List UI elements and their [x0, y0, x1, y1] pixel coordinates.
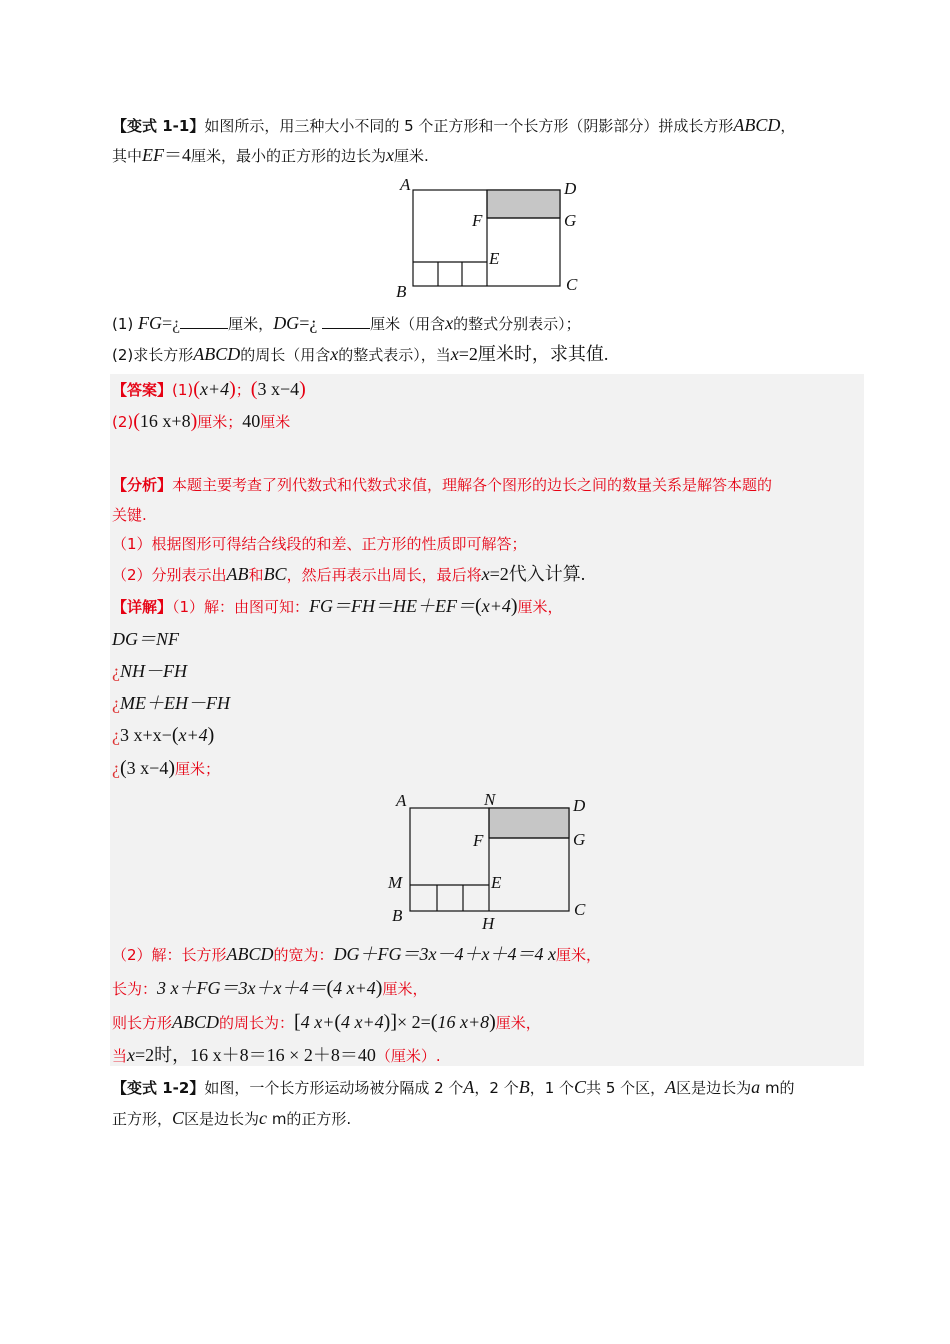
q1-tag: 【变式 1-1】	[112, 117, 205, 135]
figure-2	[380, 788, 600, 936]
label2-h: H	[482, 914, 495, 933]
analysis-line4: （2）分别表示出AB和BC，然后再表示出周长，最后将x=2代入计算.	[112, 564, 586, 584]
detail-step5: ¿(3 x−4)厘米；	[112, 757, 221, 779]
label2-a: A	[396, 791, 407, 810]
blank-fg[interactable]	[180, 314, 228, 329]
subq2: (2)求长方形ABCD的周长（用含x的整式表示），当x=2厘米时，求其值.	[112, 344, 609, 364]
label2-d: D	[573, 796, 586, 815]
analysis-line2: 关键.	[112, 506, 147, 524]
q2-line2: 正方形，C区是边长为c m的正方形.	[112, 1108, 352, 1128]
label2-b: B	[392, 906, 403, 925]
detail-step1: DG＝NF	[112, 629, 179, 649]
answer-tag: 【答案】	[112, 381, 173, 399]
label-a: A	[400, 175, 411, 194]
analysis-tag: 【分析】	[112, 476, 173, 494]
q2-line1: 【变式 1-2】如图，一个长方形运动场被分隔成 2 个A，2 个B，1 个C共 5 个区，A区是边长为a m的	[112, 1077, 795, 1097]
blank-dg[interactable]	[322, 314, 370, 329]
label-g: G	[564, 211, 577, 230]
label2-n: N	[484, 790, 496, 809]
label-b: B	[396, 282, 407, 301]
subq1: (1) FG=¿ 厘米，DG=¿ 厘米（用含x的整式分别表示）；	[112, 313, 581, 333]
answer-line1: 【答案】(1)(x+4)；(3 x−4)	[112, 378, 306, 400]
figure-1	[390, 172, 590, 302]
label-e: E	[489, 249, 500, 268]
label2-e: E	[491, 873, 502, 892]
detail-step3: ¿ME＋EH－FH	[112, 693, 230, 713]
shaded-rectangle	[487, 190, 560, 218]
label-c: C	[566, 275, 578, 294]
detail-tag: 【详解】	[112, 598, 173, 616]
label2-c: C	[574, 900, 586, 919]
label-f: F	[472, 211, 483, 230]
detail-step2: ¿NH－FH	[112, 661, 187, 681]
label2-g: G	[573, 830, 586, 849]
part2-line2: 长为：3 x＋FG＝3x＋x＋4＝(4 x+4)厘米，	[112, 977, 428, 999]
answer-line2: (2)(16 x+8)厘米；40厘米	[112, 410, 291, 432]
label2-f: F	[473, 831, 484, 850]
part2-line1: （2）解：长方形ABCD的宽为：DG＋FG＝3x－4＋x＋4＝4 x厘米，	[112, 944, 602, 964]
label-d: D	[564, 179, 577, 198]
analysis-line1: 【分析】本题主要考查了列代数式和代数式求值，理解各个图形的边长之间的数量关系是解答本题的	[112, 476, 773, 494]
detail-step4: ¿3 x+x−(x+4)	[112, 724, 215, 746]
q1-line2: 其中EF＝4厘米，最小的正方形的边长为x厘米.	[112, 145, 429, 165]
part2-line3: 则长方形ABCD的周长为：[4 x+(4 x+4)]× 2=(16 x+8)厘米，	[112, 1011, 541, 1033]
label2-m: M	[388, 873, 403, 892]
shaded-rectangle-2	[489, 808, 569, 838]
q2-tag: 【变式 1-2】	[112, 1079, 205, 1097]
q1-line1: 【变式 1-1】如图所示，用三种大小不同的 5 个正方形和一个长方形（阴影部分）拼成长方形ABCD，	[112, 115, 796, 135]
detail-line1: 【详解】（1）解：由图可知：FG＝FH＝HE＋EF＝(x+4)厘米，	[112, 595, 563, 617]
part2-line4: 当x=2时，16 x＋8＝16 × 2＋8＝40（厘米）.	[112, 1045, 441, 1065]
analysis-line3: （1）根据图形可得结合线段的和差、正方形的性质即可解答；	[112, 535, 527, 553]
